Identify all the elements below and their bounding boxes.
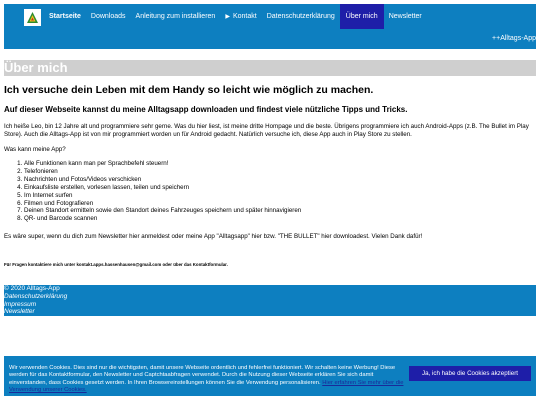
app-logo-icon[interactable]	[24, 9, 41, 26]
main-content	[4, 84, 532, 267]
nav-item-ueber-mich[interactable]: Über mich	[340, 4, 384, 29]
subnav-alltags-app[interactable]: ++Alltags-App	[492, 35, 536, 42]
cookie-text-block	[9, 365, 407, 394]
list-item: 5. Im Internet surfen	[24, 192, 532, 200]
nav-item-newsletter[interactable]: Newsletter	[388, 13, 422, 20]
nav-item-downloads[interactable]: Downloads	[90, 13, 126, 20]
nav-item-startseite[interactable]: Startseite	[49, 13, 81, 20]
list-item: 1. Alle Funktionen kann man per Sprachbefehl steuern!	[24, 160, 532, 168]
cookie-info-link[interactable]: Hier erfahren Sie mehr über die Verwendung unserer Cookies.	[9, 379, 404, 393]
page-subtitle: Auf dieser Webseite kannst du meine Alltagsapp downloaden und findest viele nützliche Tipps und Tricks.	[4, 105, 408, 114]
cookie-banner	[4, 356, 536, 396]
nav-item-kontakt-label: Kontakt	[232, 13, 257, 20]
list-item: 3. Nachrichten und Fotos/Videos verschicken	[24, 176, 532, 184]
triangle-right-icon: ▶	[225, 14, 230, 20]
footer-link-datenschutz[interactable]: Datenschutzerklärung	[4, 292, 68, 300]
features-question: Was kann meine App?	[4, 146, 66, 153]
list-item: 7. Deinen Standort ermitteln sowie den Standort deines Fahrzeuges speichern und später hinnavigieren	[24, 207, 532, 215]
nav-item-datenschutz[interactable]: Datenschutzerklärung	[266, 13, 335, 20]
closing-paragraph: Es wäre super, wenn du dich zum Newsletter hier anmeldest oder meine App "Alltagsapp" hier bzw. "THE BULLET" hier downloadest. Vielen Dank dafür!	[4, 233, 423, 241]
footer-link-impressum[interactable]: Impressum	[4, 300, 37, 308]
list-item: 6. Filmen und Fotografieren	[24, 200, 532, 208]
list-item: 2. Telefonieren	[24, 168, 532, 176]
main-nav	[44, 4, 427, 29]
footer-link-newsletter[interactable]: Newsletter	[4, 308, 35, 316]
nav-item-kontakt[interactable]	[220, 4, 261, 29]
logo-graphic	[26, 11, 39, 24]
top-navigation-bar	[4, 4, 536, 49]
footer	[4, 285, 536, 316]
contact-note: Für Fragen kontaktiere mich unter kontakt.apps.hassenhausen@gmail.com oder über das Kontaktformular.	[4, 262, 228, 268]
footer-copyright: © 2020 Alltags-App	[4, 285, 60, 292]
page-heading: Über mich	[4, 60, 536, 76]
intro-paragraph: Ich heiße Leo, bin 12 Jahre alt und programmiere sehr gerne. Was du hier liest, ist meine dritte Hompage und die beste. Übrigens programmiere ich auch Android-Apps (z.B. The Bullet im Play Store). Auch die Alltags-App ist von mir programmiert worden un für Android gedacht. Natürlich versuche ich, diese App auch in Play Store zu stellen.	[4, 123, 529, 138]
list-item: 4. Einkaufsliste erstellen, vorlesen lassen, teilen und speichern	[24, 184, 532, 192]
features-list	[4, 160, 532, 223]
accept-cookies-button[interactable]: Ja, ich habe die Cookies akzeptiert	[409, 366, 531, 381]
page-title: Ich versuche dein Leben mit dem Handy so leicht wie möglich zu machen.	[4, 84, 374, 96]
list-item: 8. QR- und Barcode scannen	[24, 215, 532, 223]
cookie-text: Wir verwenden Cookies. Dies sind nur die wichtigsten, damit unsere Webseite ordentlich und fehlerfrei funktioniert. Wir schalten keine Werbung! Diese werden für das Kontaktformular, den Newsletter und Captchtaabfragen verwendet. Durch die Nutzung dieser Webseite erklären Sie sich damit einverstanden, dass Cookies gesetzt werden. In Ihren Browsereinstellungen können Sie die Verwendung personalisieren.	[9, 365, 396, 386]
nav-item-anleitung[interactable]: Anleitung zum installieren	[135, 13, 216, 20]
